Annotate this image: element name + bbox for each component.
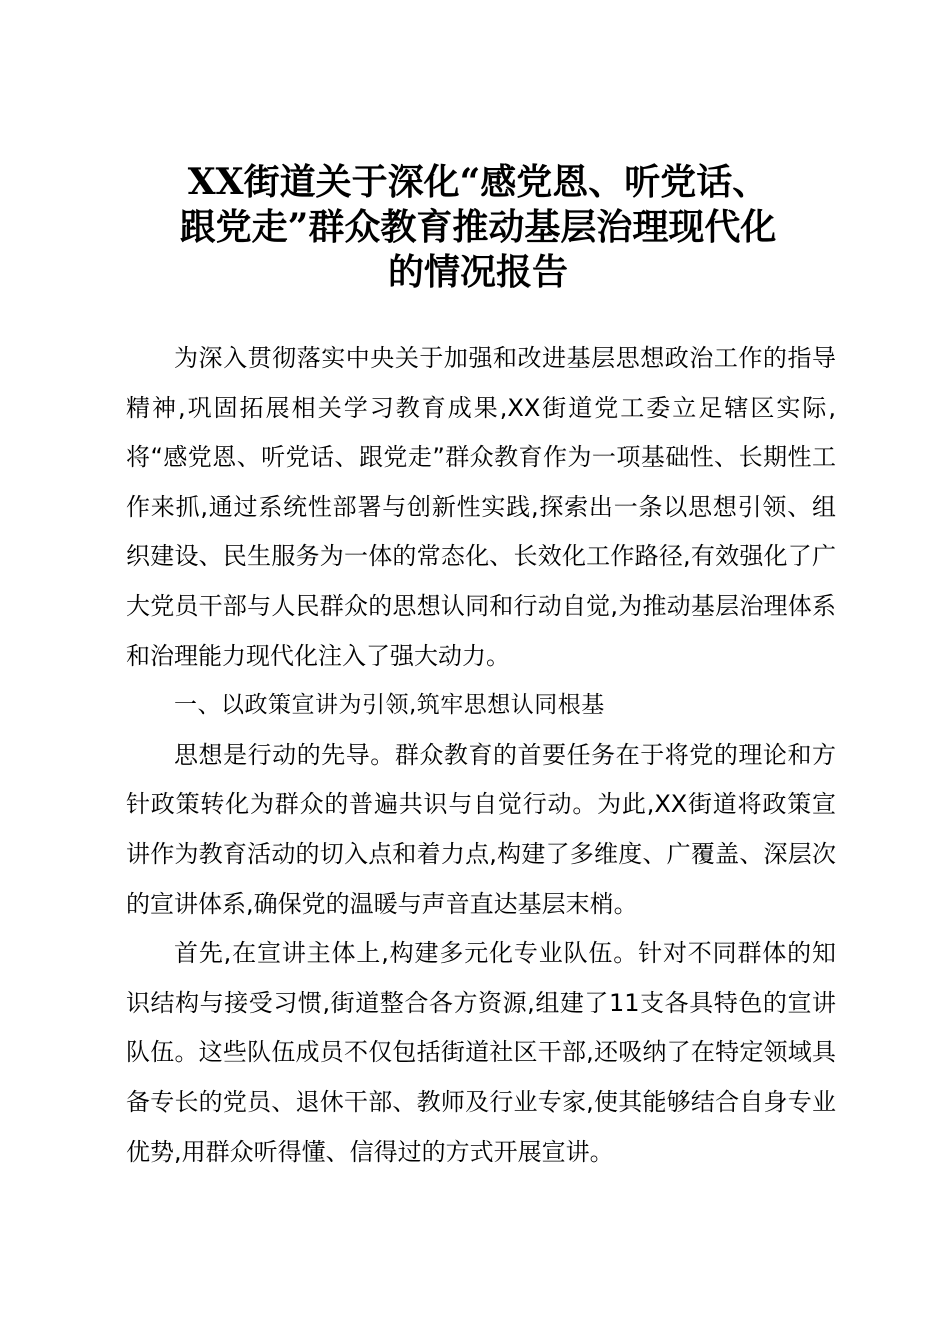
section-heading-1: 一、以政策宣讲为引领,筑牢思想认同根基: [174, 692, 605, 719]
title-line-2: 跟党走”群众教育推动基层治理现代化: [179, 206, 777, 248]
title-line-3: 的情况报告: [387, 251, 568, 293]
section-1-paragraph-1: 思想是行动的先导。群众教育的首要任务在于将党的理论和方针政策转化为群众的普遍共识与自觉行动。为此,XX街道将政策宣讲作为教育活动的切入点和着力点,构建了多维度、广覆盖、深层次的宣讲体系,确保党的温暖与声音直达基层末梢。: [126, 740, 836, 918]
report-body: [126, 334, 836, 1177]
section-1-paragraph-2: 首先,在宣讲主体上,构建多元化专业队伍。针对不同群体的知识结构与接受习惯,街道整合各方资源,组建了11支各具特色的宣讲队伍。这些队伍成员不仅包括街道社区干部,还吸纳了在特定领域具备专长的党员、退休干部、教师及行业专家,使其能够结合自身专业优势,用群众听得懂、信得过的方式开展宣讲。: [126, 939, 836, 1166]
intro-paragraph: 为深入贯彻落实中央关于加强和改进基层思想政治工作的指导精神,巩固拓展相关学习教育成果,XX街道党工委立足辖区实际,将“感党恩、听党话、跟党走”群众教育作为一项基础性、长期性工作来抓,通过系统性部署与创新性实践,探索出一条以思想引领、组织建设、民生服务为一体的常态化、长效化工作路径,有效强化了广大党员干部与人民群众的思想认同和行动自觉,为推动基层治理体系和治理能力现代化注入了强大动力。: [126, 344, 836, 670]
title-line-1: XX街道关于深化“感党恩、听党话、: [187, 161, 769, 203]
report-title: [118, 160, 838, 295]
